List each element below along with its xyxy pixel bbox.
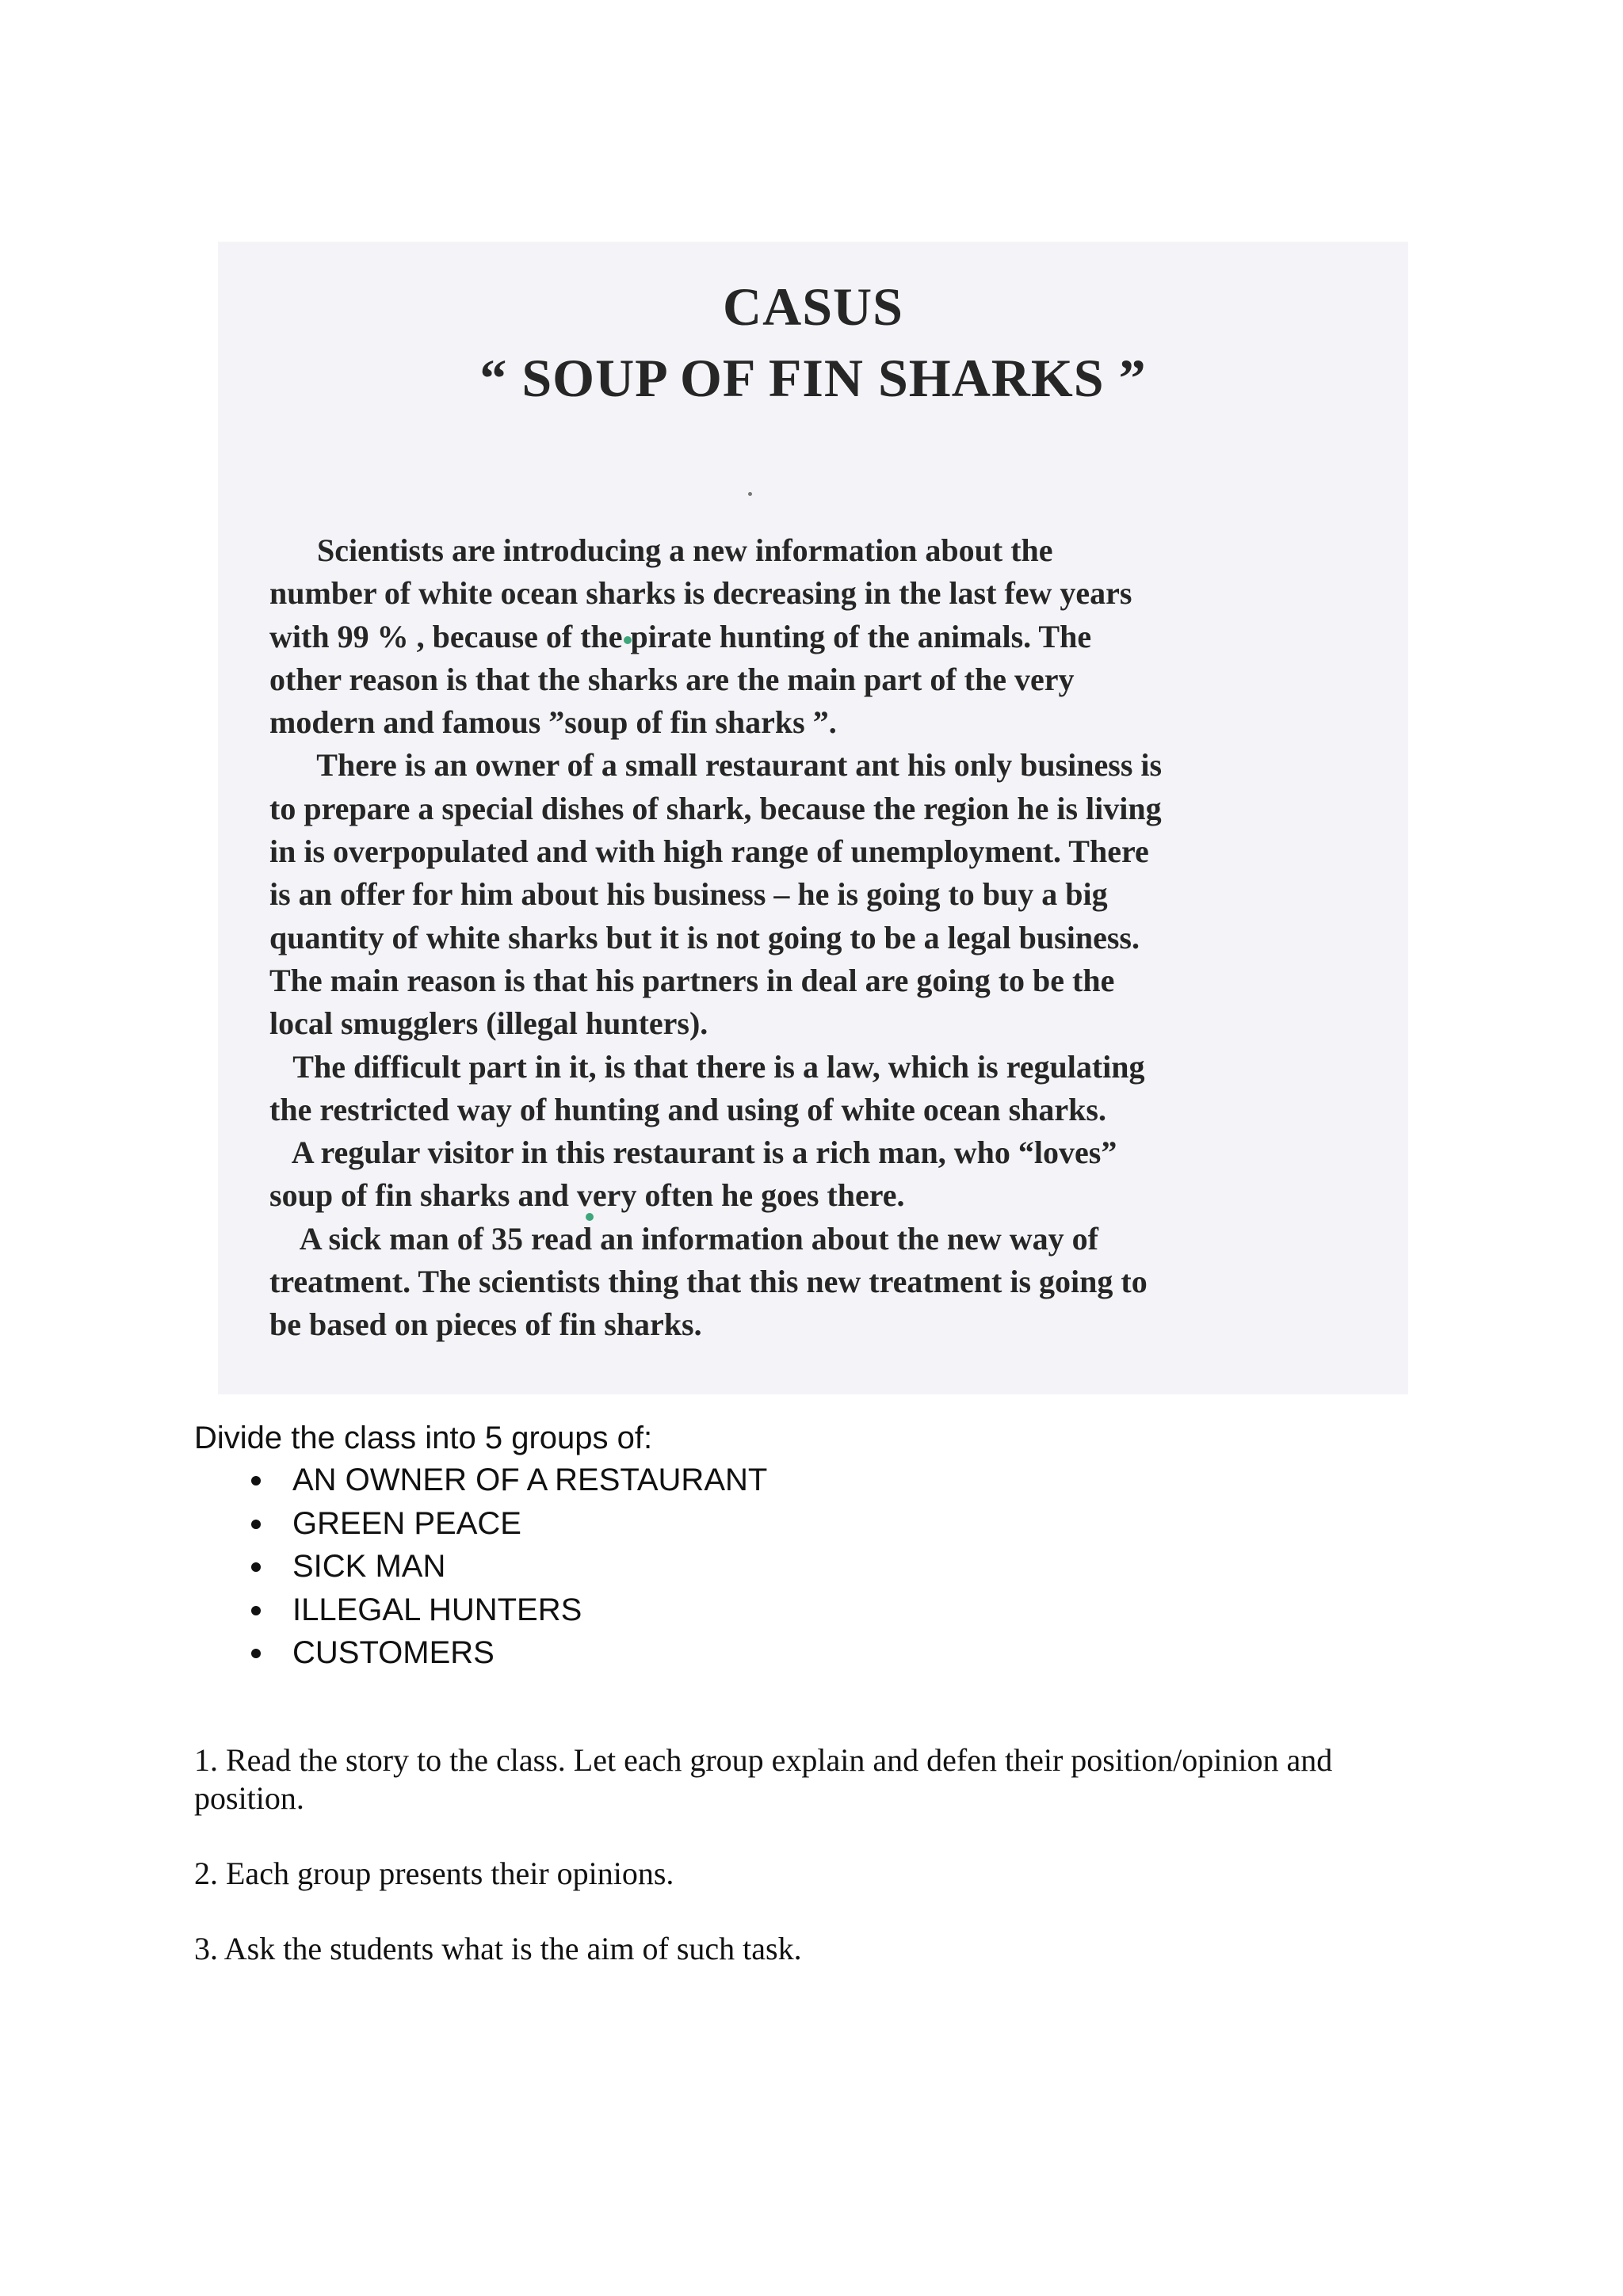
case-title: CASUS bbox=[723, 277, 903, 337]
group-label: SICK MAN bbox=[292, 1549, 446, 1584]
story-line: The difficult part in it, is that there is a law, which is regulating bbox=[269, 1048, 1145, 1085]
list-item bbox=[194, 1502, 767, 1546]
scan-speck bbox=[748, 492, 752, 496]
story-line: is an offer for him about his business – he is going to buy a big bbox=[269, 876, 1108, 913]
group-label: AN OWNER OF A RESTAURANT bbox=[292, 1463, 768, 1497]
story-line: to prepare a special dishes of shark, because the region he is living bbox=[269, 790, 1162, 826]
step-3: 3. Ask the students what is the aim of such task. bbox=[194, 1931, 802, 1966]
story-line: quantity of white sharks but it is not going to be a legal business. bbox=[269, 919, 1140, 955]
group-label: GREEN PEACE bbox=[292, 1505, 521, 1541]
groups-list bbox=[194, 1459, 767, 1675]
bullet-icon bbox=[251, 1520, 261, 1529]
list-item bbox=[194, 1459, 767, 1502]
step-1: 1. Read the story to the class. Let each group explain and defen their position/opinion and position. bbox=[194, 1742, 1333, 1816]
bullet-icon bbox=[251, 1476, 261, 1486]
bullet-icon bbox=[251, 1562, 261, 1572]
story-line: other reason is that the sharks are the main part of the very bbox=[269, 661, 1075, 697]
story-line: A regular visitor in this restaurant is a rich man, who “loves” bbox=[269, 1135, 1117, 1171]
bullet-icon bbox=[251, 1649, 261, 1658]
list-item bbox=[194, 1545, 767, 1589]
story-line: A sick man of 35 read an information about the new way of bbox=[269, 1220, 1098, 1257]
story-line: with 99 % , because of the pirate hunting of the animals. The bbox=[269, 618, 1092, 654]
story-line: treatment. The scientists thing that this new treatment is going to bbox=[269, 1264, 1148, 1300]
step-2: 2. Each group presents their opinions. bbox=[194, 1855, 674, 1891]
story-line: be based on pieces of fin sharks. bbox=[269, 1306, 702, 1343]
story-line: the restricted way of hunting and using of white ocean sharks. bbox=[269, 1091, 1106, 1127]
bullet-icon bbox=[251, 1606, 261, 1615]
group-label: CUSTOMERS bbox=[292, 1635, 495, 1670]
scanned-case-image bbox=[218, 242, 1408, 1394]
story-line: There is an owner of a small restaurant ant his only business is bbox=[269, 747, 1163, 784]
story-line: in is overpopulated and with high range of unemployment. There bbox=[269, 833, 1149, 870]
list-item bbox=[194, 1631, 767, 1675]
case-story bbox=[269, 529, 1395, 1347]
group-label: ILLEGAL HUNTERS bbox=[292, 1592, 582, 1627]
case-subtitle: “ SOUP OF FIN SHARKS ” bbox=[479, 348, 1147, 408]
story-line: local smugglers (illegal hunters). bbox=[269, 1005, 708, 1042]
story-line: The main reason is that his partners in deal are going to be the bbox=[269, 962, 1115, 998]
story-line: number of white ocean sharks is decreasing in the last few years bbox=[269, 575, 1132, 612]
story-line: Scientists are introducing a new information about the bbox=[269, 532, 1053, 568]
story-line: soup of fin sharks and very often he goes there. bbox=[269, 1177, 905, 1214]
instruction-steps bbox=[194, 1741, 1430, 2005]
groups-intro: Divide the class into 5 groups of: bbox=[194, 1421, 653, 1455]
story-line: modern and famous ”soup of fin sharks ”. bbox=[269, 704, 837, 741]
list-item bbox=[194, 1589, 767, 1632]
